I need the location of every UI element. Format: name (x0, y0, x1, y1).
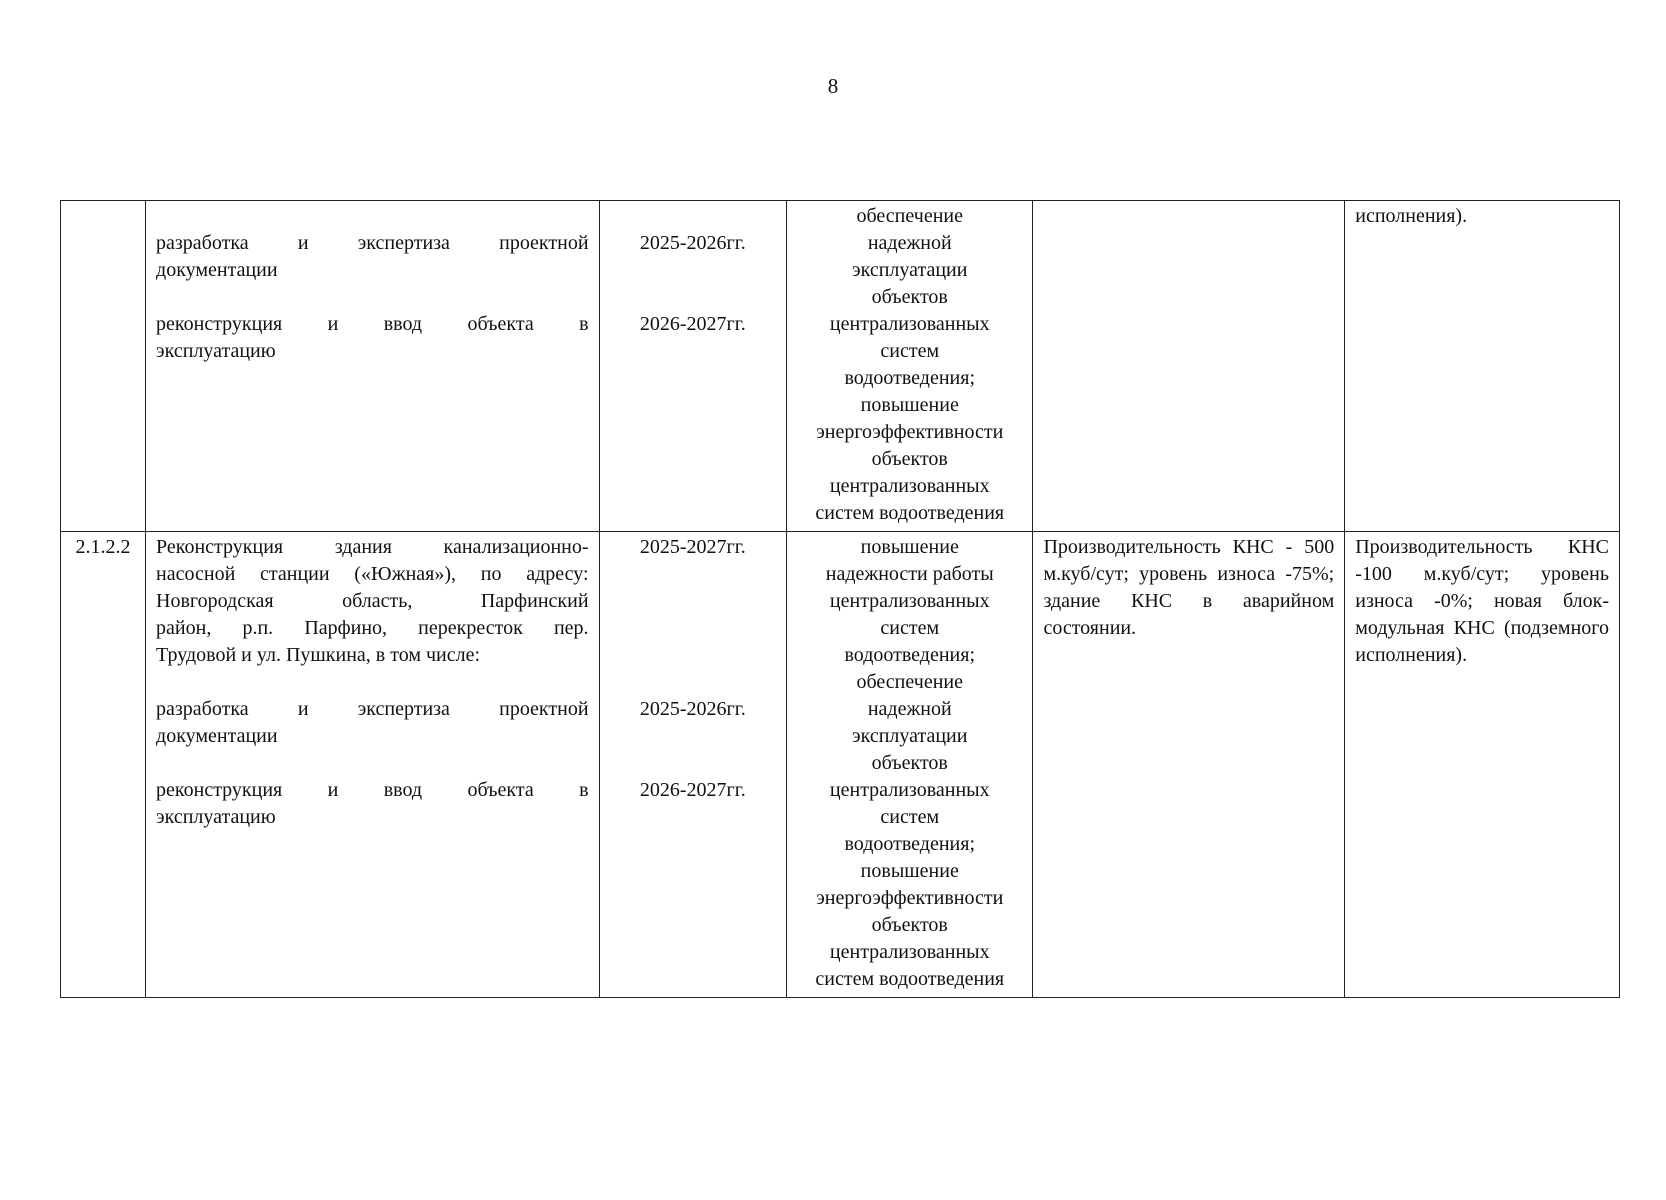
purpose-line: систем водоотведения (815, 968, 1005, 990)
table-row (61, 532, 1620, 998)
stage-name-line: эксплуатацию (156, 340, 276, 362)
row-number-cell (61, 201, 146, 532)
purpose-line: энергоэффективности (816, 421, 1004, 443)
current-state-cell (1033, 201, 1345, 532)
purpose-cell (787, 532, 1033, 998)
stage-name-line: эксплуатацию (156, 806, 276, 828)
measures-table (60, 200, 1620, 998)
purpose-line: надежной (867, 698, 952, 720)
purpose-line: надежности работы (825, 563, 994, 585)
stage-name-line: разработка и экспертиза проектной (156, 698, 589, 720)
description-line: Новгородская область, Парфинский (156, 590, 589, 612)
years-cell (599, 532, 787, 998)
stage-name-line: разработка и экспертиза проектной (156, 232, 589, 254)
purpose-line: систем (880, 617, 940, 639)
purpose-line: централизованных (829, 941, 990, 963)
purpose-line: повышение (860, 860, 959, 882)
current-state-text: Производительность КНС - 500 м.куб/сут; уровень износа -75%; здание КНС в аварийном состоянии. (1043, 536, 1335, 639)
purpose-line: водоотведения; (844, 833, 976, 855)
purpose-line: надежной (867, 232, 952, 254)
row-number: 2.1.2.2 (75, 536, 131, 558)
purpose-line: централизованных (829, 590, 990, 612)
target-state-cell (1345, 532, 1620, 998)
years-cell (599, 201, 787, 532)
purpose-line: обеспечение (856, 205, 963, 227)
purpose-line: систем водоотведения (815, 502, 1005, 524)
current-state-cell (1033, 532, 1345, 998)
purpose-line: водоотведения; (844, 644, 976, 666)
stage-years: 2026-2027гг. (639, 313, 746, 335)
stage-name-line: документации (156, 259, 278, 281)
purpose-line: обеспечение (856, 671, 963, 693)
page-number: 8 (827, 74, 839, 98)
stage-years: 2025-2026гг. (639, 698, 746, 720)
purpose-line: объектов (871, 286, 948, 308)
purpose-line: объектов (871, 914, 948, 936)
purpose-line: энергоэффективности (816, 887, 1004, 909)
target-state-text: исполнения). (1355, 205, 1468, 227)
description-line: Трудовой и ул. Пушкина, в том числе: (156, 644, 481, 666)
purpose-cell (787, 201, 1033, 532)
purpose-line: объектов (871, 752, 948, 774)
stage-name-line: реконструкция и ввод объекта в (156, 779, 589, 801)
target-state-text: Производительность КНС -100 м.куб/сут; уровень износа -0%; новая блок-модульная КНС (подземного исполнения). (1355, 536, 1609, 666)
purpose-line: водоотведения; (844, 367, 976, 389)
purpose-line: систем (880, 806, 940, 828)
stage-years: 2025-2026гг. (639, 232, 746, 254)
purpose-line: повышение (860, 394, 959, 416)
purpose-line: объектов (871, 448, 948, 470)
target-state-cell (1345, 201, 1620, 532)
description-cell (146, 532, 600, 998)
purpose-line: эксплуатации (852, 259, 968, 281)
purpose-line: централизованных (829, 313, 990, 335)
description-line: Реконструкция здания канализационно- (156, 536, 589, 558)
purpose-line: централизованных (829, 779, 990, 801)
row-number-cell (61, 532, 146, 998)
description-cell (146, 201, 600, 532)
stage-years: 2026-2027гг. (639, 779, 746, 801)
stage-name-line: реконструкция и ввод объекта в (156, 313, 589, 335)
description-line: насосной станции («Южная»), по адресу: (156, 563, 589, 585)
purpose-line: систем (880, 340, 940, 362)
stage-name-line: документации (156, 725, 278, 747)
purpose-line: повышение (860, 536, 959, 558)
purpose-line: централизованных (829, 475, 990, 497)
description-line: район, р.п. Парфино, перекресток пер. (156, 617, 589, 639)
main-years: 2025-2027гг. (639, 536, 746, 558)
purpose-line: эксплуатации (852, 725, 968, 747)
table-row (61, 201, 1620, 532)
